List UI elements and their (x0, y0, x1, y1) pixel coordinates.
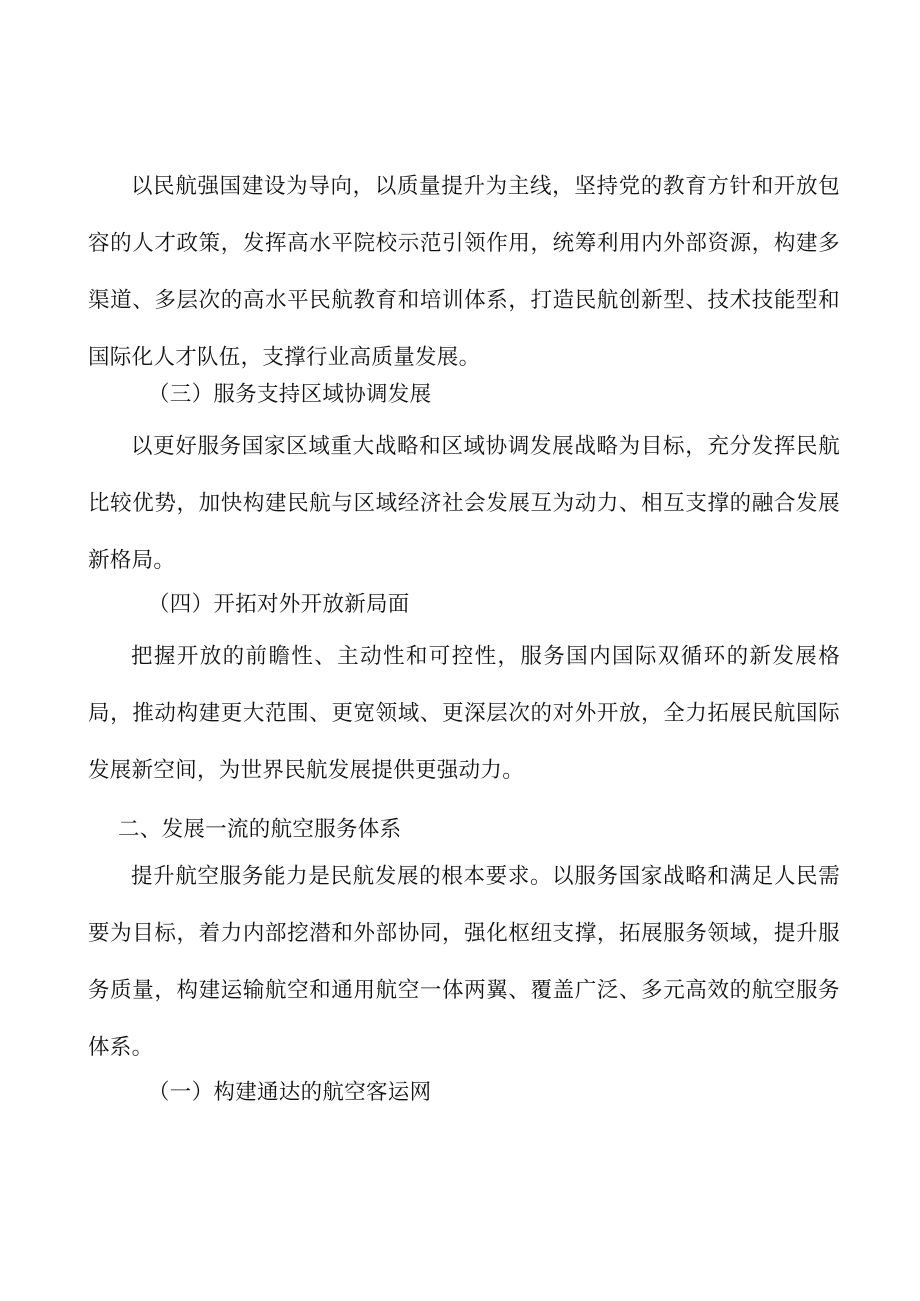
paragraph-regional-coordination: 以更好服务国家区域重大战略和区域协调发展战略为目标，充分发挥民航比较优势，加快构建民航与区域经济社会发展互为动力、相互支撑的融合发展新格局。 (88, 434, 840, 573)
subheading-passenger-network: （一）构建通达的航空客运网 (148, 1080, 432, 1105)
section-heading-aviation-service-system: 二、发展一流的航空服务体系 (118, 817, 402, 842)
paragraph-opening-up: 把握开放的前瞻性、主动性和可控性，服务国内国际双循环的新发展格局，推动构建更大范围、更宽领域、更深层次的对外开放，全力拓展民航国际发展新空间，为世界民航发展提供更强动力。 (88, 644, 840, 783)
subheading-regional-coordination: （三）服务支持区域协调发展 (148, 382, 432, 407)
paragraph-talent-development: 以民航强国建设为导向，以质量提升为主线，坚持党的教育方针和开放包容的人才政策，发挥高水平院校示范引领作用，统筹利用内外部资源，构建多渠道、多层次的高水平民航教育和培训体系，打造民航创新型、技术技能型和国际化人才队伍，支撑行业高质量发展。 (88, 174, 840, 370)
subheading-opening-up: （四）开拓对外开放新局面 (148, 592, 410, 617)
paragraph-aviation-service-system: 提升航空服务能力是民航发展的根本要求。以服务国家战略和满足人民需要为目标，着力内部挖潜和外部协同，强化枢纽支撑，拓展服务领域，提升服务质量，构建运输航空和通用航空一体两翼、覆盖广泛、多元高效的航空服务体系。 (88, 864, 840, 1060)
